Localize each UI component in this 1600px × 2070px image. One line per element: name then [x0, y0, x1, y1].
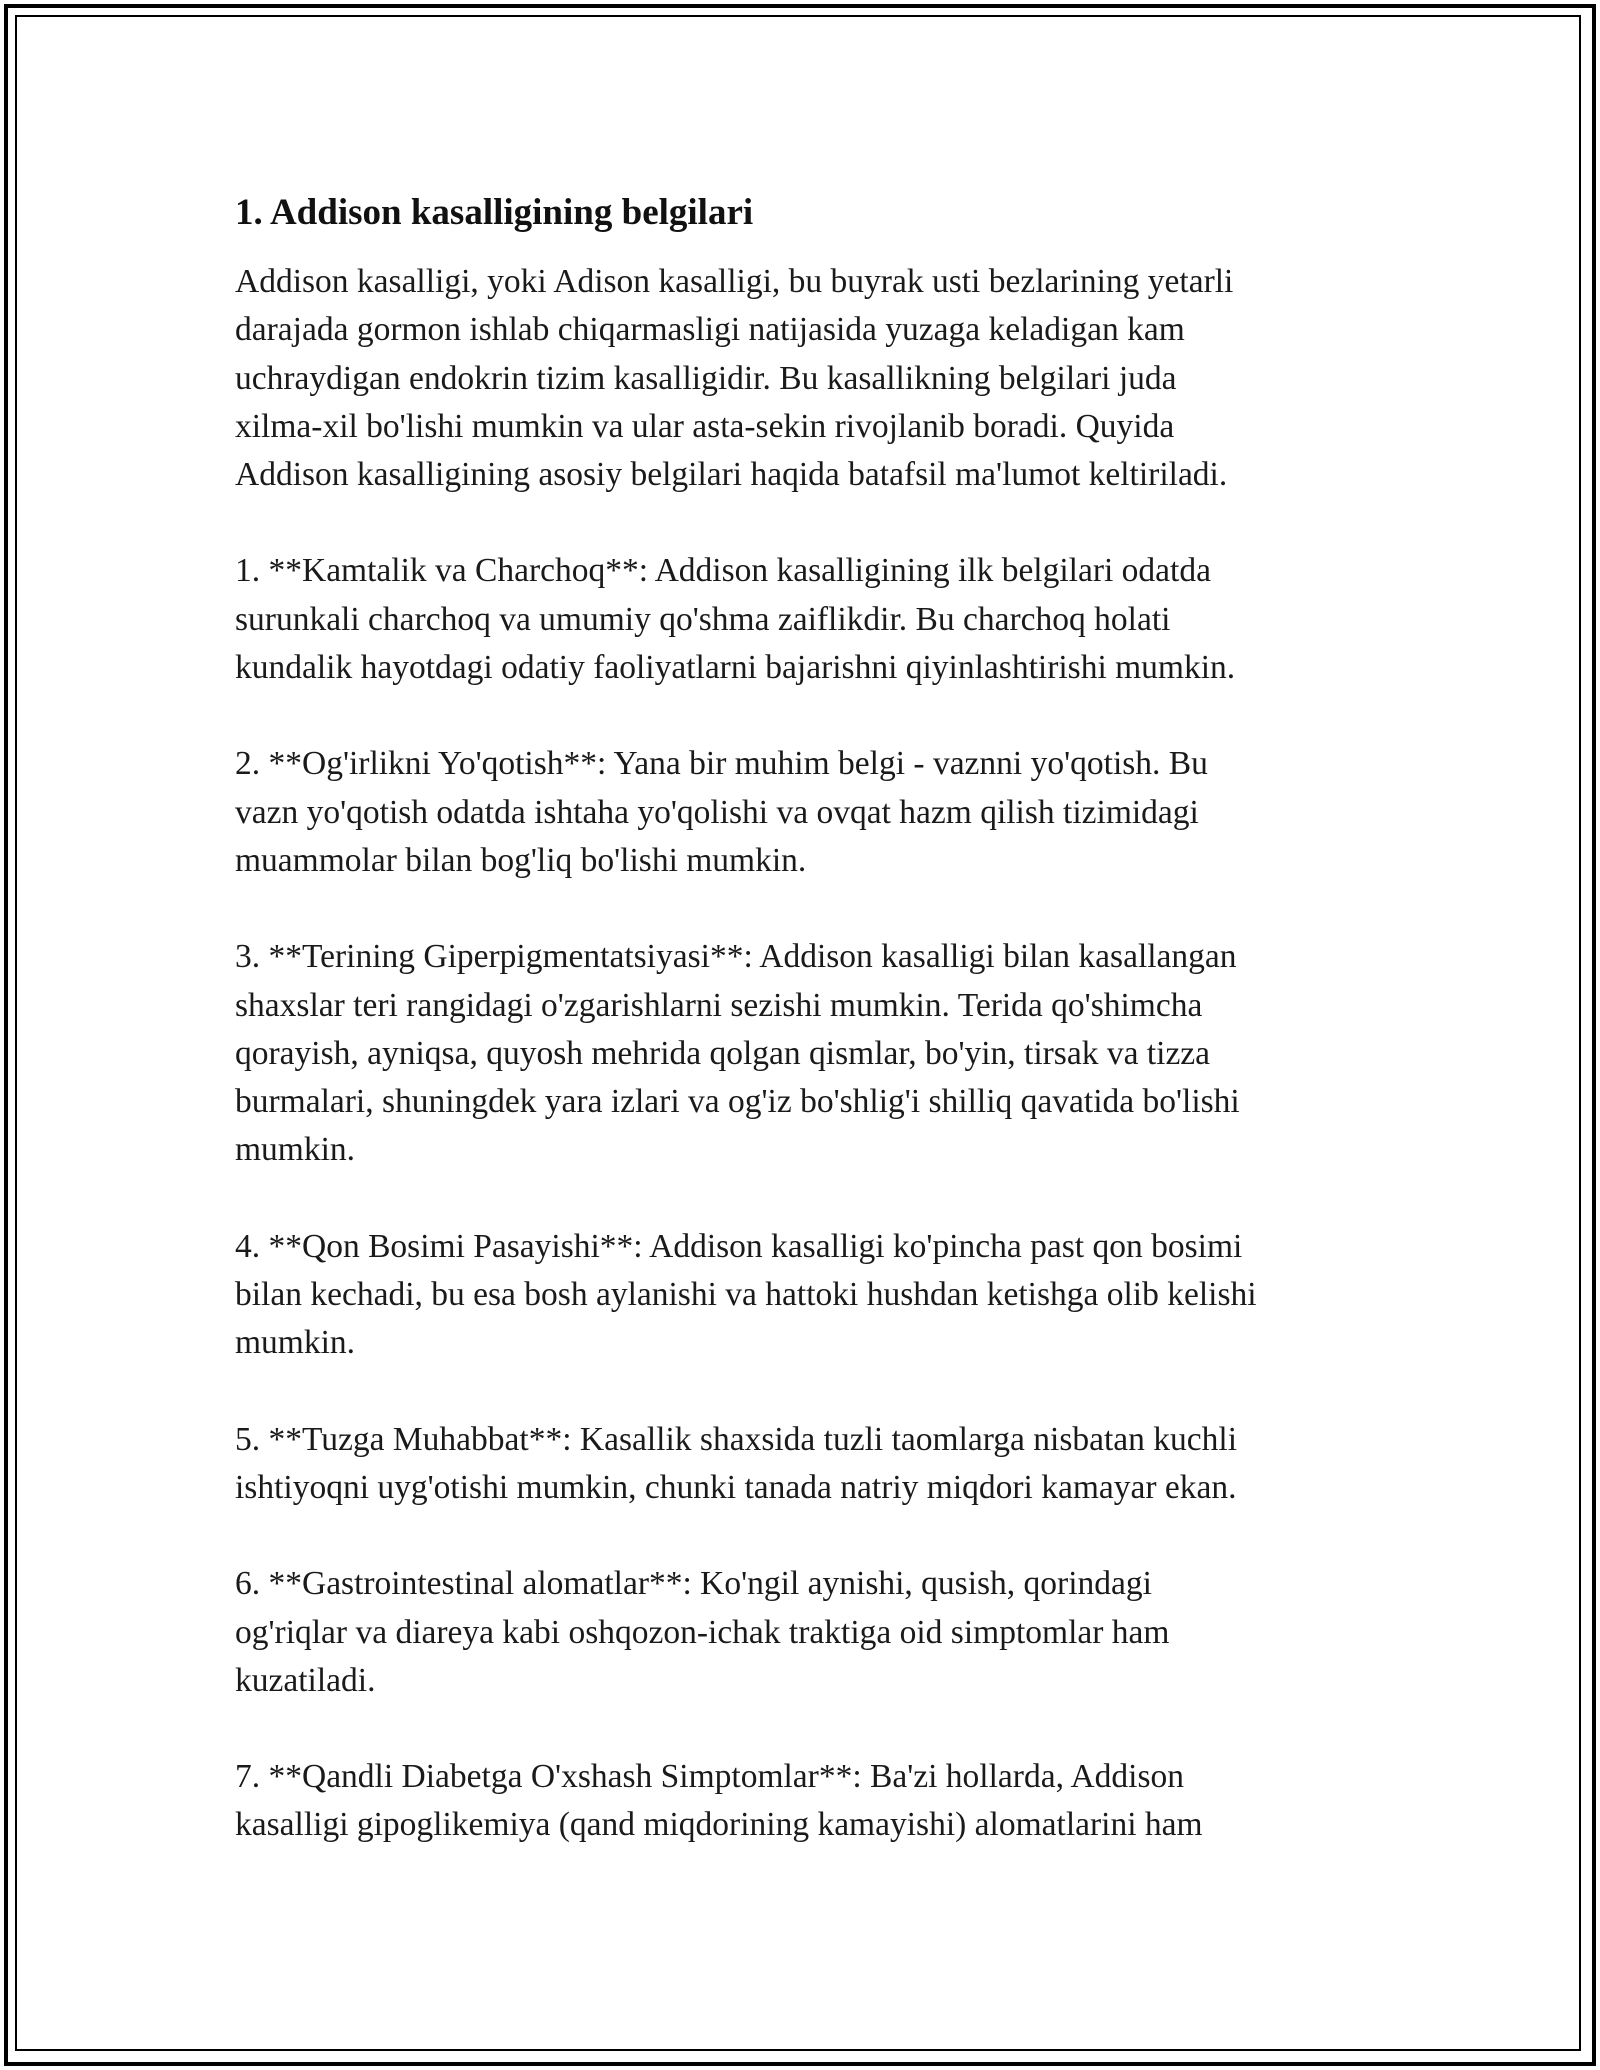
- symptom-item-3: 3. **Terining Giperpigmentatsiyasi**: Addison kasalligi bilan kasallangan shaxslar teri rangidagi o'zgarishlarni sezishi mumkin. Terida qo'shimcha qorayish, ayniqsa, quyosh mehrida qolgan qismlar, bo'yin, tirsak va tizza burmalari, shuningdek yara izlari va og'iz bo'shlig'i shilliq qavatida bo'lishi mumkin.: [235, 938, 1240, 1169]
- symptom-item-1: 1. **Kamtalik va Charchoq**: Addison kasalligining ilk belgilari odatda surunkali charchoq va umumiy qo'shma zaiflikdir. Bu charchoq holati kundalik hayotdagi odatiy faoliyatlarni bajarishni qiyinlashtirishi mumkin.: [235, 552, 1236, 687]
- intro-paragraph: Addison kasalligi, yoki Adison kasalligi, bu buyrak usti bezlarining yetarli darajada gormon ishlab chiqarmasligi natijasida yuzaga keladigan kam uchraydigan endokrin tizim kasalligidir. Bu kasallikning belgilari juda xilma-xil bo'lishi mumkin va ular asta-sekin rivojlanib boradi. Quyida Addison kasalligining asosiy belgilari haqida batafsil ma'lumot keltiriladi.: [235, 263, 1234, 494]
- section-heading: 1. Addison kasalligining belgilari: [235, 192, 754, 233]
- symptom-item-2: 2. **Og'irlikni Yo'qotish**: Yana bir muhim belgi - vaznni yo'qotish. Bu vazn yo'qotish odatda ishtaha yo'qolishi va ovqat hazm qilish tizimidagi muammolar bilan bog'liq bo'lishi mumkin.: [235, 745, 1208, 879]
- symptom-item-6: 6. **Gastrointestinal alomatlar**: Ko'ngil aynishi, qusish, qorindagi og'riqlar va diareya kabi oshqozon-ichak traktiga oid simptomlar ham kuzatiladi.: [235, 1565, 1170, 1699]
- symptom-item-7: 7. **Qandli Diabetga O'xshash Simptomlar**: Ba'zi hollarda, Addison kasalligi gipoglikemiya (qand miqdorining kamayishi) alomatlarini ham: [235, 1758, 1203, 1844]
- symptom-item-4: 4. **Qon Bosimi Pasayishi**: Addison kasalligi ko'pincha past qon bosimi bilan kechadi, bu esa bosh aylanishi va hattoki hushdan ketishga olib kelishi mumkin.: [235, 1227, 1257, 1362]
- symptom-item-5: 5. **Tuzga Muhabbat**: Kasallik shaxsida tuzli taomlarga nisbatan kuchli ishtiyoqni uyg'otishi mumkin, chunki tanada natriy miqdori kamayar ekan.: [235, 1420, 1238, 1506]
- document-body: [235, 188, 1375, 1850]
